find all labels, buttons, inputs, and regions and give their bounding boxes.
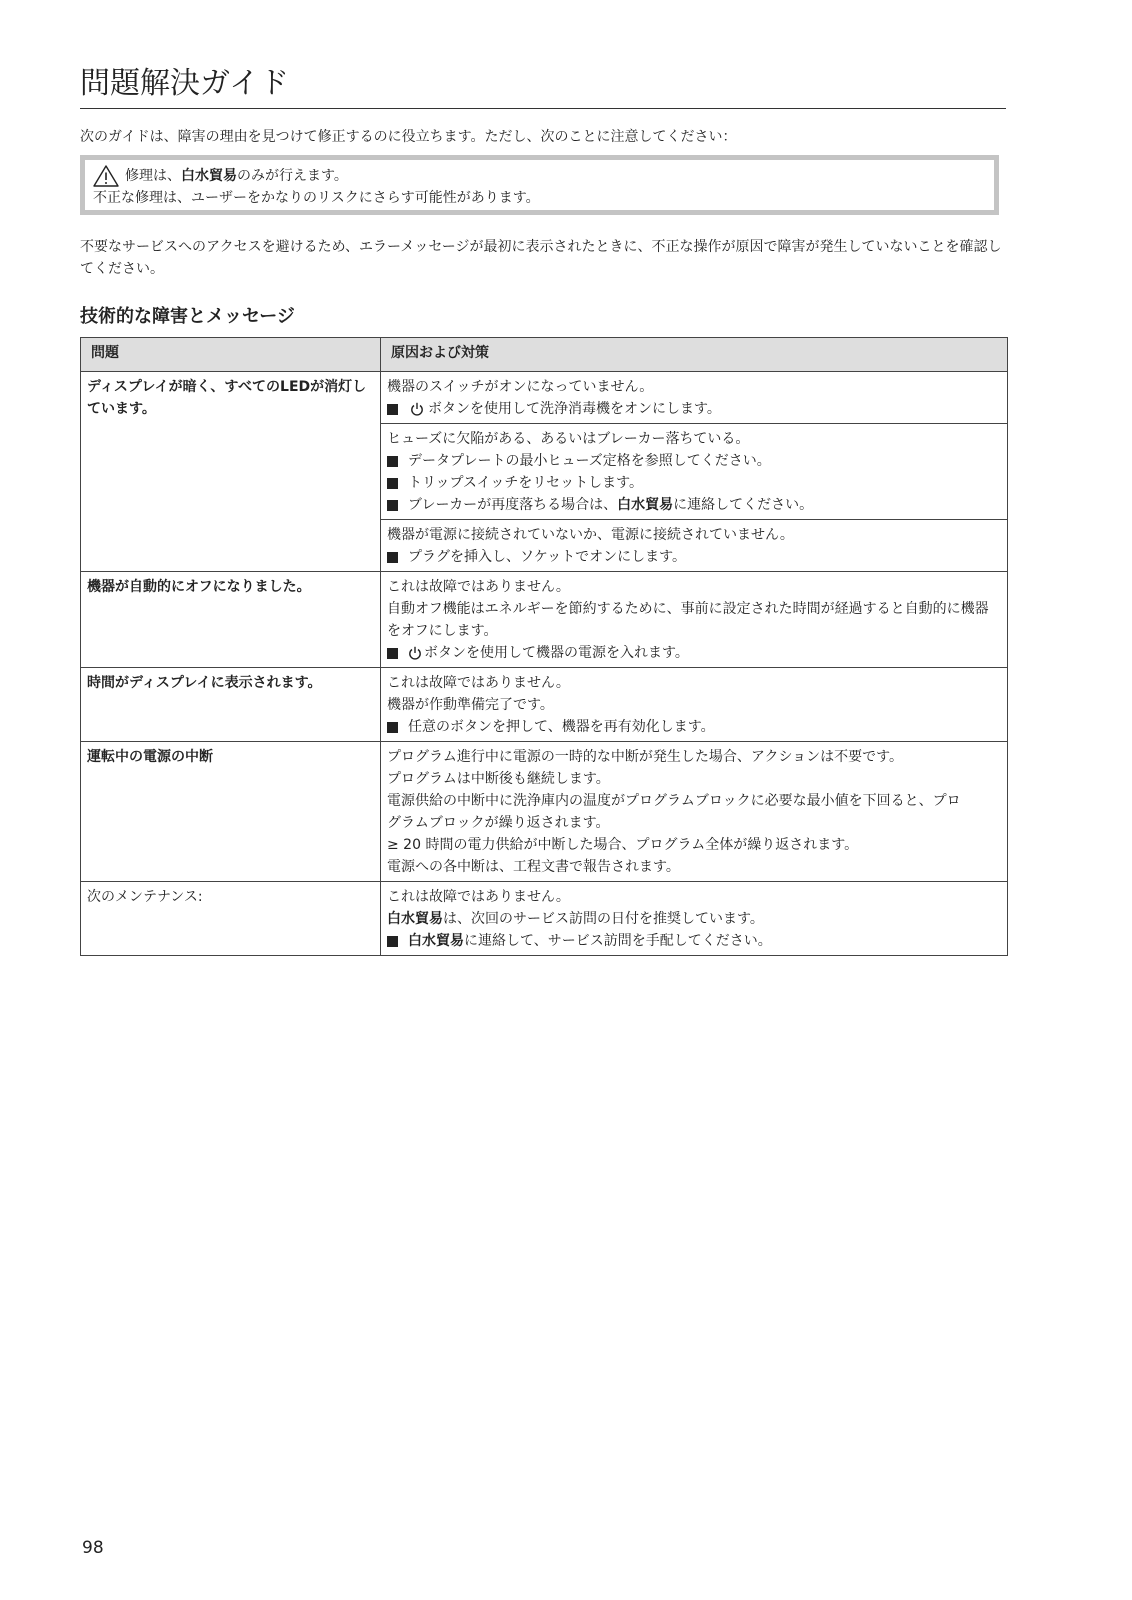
problem-cell: ディスプレイが暗く、すべてのLEDが消灯しています。 (81, 372, 381, 572)
bullet-text: トリップスイッチをリセットします。 (408, 475, 644, 491)
brand-name: 白水貿易 (408, 933, 464, 949)
bullet-square-icon (387, 404, 398, 415)
bullet-square-icon (387, 552, 398, 563)
remedy-text: 機器が作動準備完了です。 (387, 697, 554, 713)
remedy-text: 機器が電源に接続されていないか、電源に接続されていません。 (387, 527, 794, 543)
warning-triangle-icon (93, 165, 119, 187)
bullet-item (387, 546, 1001, 568)
bullet-text: に連絡してください。 (673, 497, 814, 513)
table-row (81, 882, 1008, 956)
table-row (81, 372, 1008, 424)
table-row (81, 668, 1008, 742)
bullet-square-icon (387, 478, 398, 489)
remedy-cell (381, 572, 1008, 668)
remedy-text: 自動オフ機能はエネルギーを節約するために、事前に設定された時間が経過すると自動的に機器をオフにします。 (387, 601, 989, 639)
warning-line-1 (93, 165, 986, 187)
bullet-item (387, 494, 1001, 516)
remedy-cell (381, 520, 1008, 572)
problem-cell: 時間がディスプレイに表示されます。 (81, 668, 381, 742)
bullet-item (387, 642, 1001, 664)
bullet-square-icon (387, 456, 398, 467)
bullet-square-icon (387, 648, 398, 659)
remedy-text: これは故障ではありません。 (387, 675, 570, 691)
bullet-item (387, 472, 1001, 494)
bullet-text: ボタンを使用して機器の電源を入れます。 (424, 645, 689, 661)
remedy-cell (381, 372, 1008, 424)
problem-cell: 運転中の電源の中断 (81, 742, 381, 882)
bullet-text: ボタンを使用して洗浄消毒機をオンにします。 (428, 401, 721, 417)
warning-box (80, 155, 999, 215)
power-icon (410, 402, 424, 416)
bullet-text: に連絡して、サービス訪問を手配してください。 (464, 933, 772, 949)
bullet-square-icon (387, 936, 398, 947)
header-cause-remedy: 原因および対策 (381, 338, 1008, 372)
remedy-text: ヒューズに欠陥がある、あるいはブレーカー落ちている。 (387, 431, 750, 447)
bullet-text: プラグを挿入し、ソケットでオンにします。 (408, 549, 687, 565)
remedy-cell (381, 882, 1008, 956)
bullet-text: ブレーカーが再度落ちる場合は、 (408, 497, 618, 513)
remedy-text: これは故障ではありません。 (387, 579, 570, 595)
remedy-text: ≥ 20 時間の電力供給が中断した場合、プログラム全体が繰り返されます。 (387, 837, 859, 853)
remedy-cell (381, 668, 1008, 742)
remedy-text: プログラム進行中に電源の一時的な中断が発生した場合、アクションは不要です。 (387, 749, 904, 765)
table-row (81, 572, 1008, 668)
brand-name: 白水貿易 (617, 497, 674, 513)
remedy-text: 電源供給の中断中に洗浄庫内の温度がプログラムブロックに必要な最小値を下回ると、プログラムブロックが繰り返されます。 (387, 793, 961, 831)
warning-line-2: 不正な修理は、ユーザーをかなりのリスクにさらす可能性があります。 (93, 190, 540, 206)
remedy-text: は、次回のサービス訪問の日付を推奨しています。 (443, 911, 764, 927)
bullet-text: 任意のボタンを押して、機器を再有効化します。 (408, 719, 715, 735)
bullet-square-icon (387, 500, 398, 511)
table-header-row (81, 338, 1008, 372)
intro-text: 次のガイドは、障害の理由を見つけて修正するのに役立ちます。ただし、次のことに注意してください： (80, 129, 737, 145)
table-row (81, 742, 1008, 882)
remedy-text: プログラムは中断後も継続します。 (387, 771, 610, 787)
problem-cell: 次のメンテナンス: (81, 882, 381, 956)
bullet-square-icon (387, 722, 398, 733)
brand-name: 白水貿易 (181, 168, 237, 184)
header-problem: 問題 (81, 338, 381, 372)
power-icon (408, 646, 422, 660)
remedy-text: これは故障ではありません。 (387, 889, 570, 905)
troubleshooting-table (80, 337, 1008, 956)
bullet-item (387, 930, 1001, 952)
warning-line-1-pre: 修理は、 (125, 168, 181, 184)
brand-name: 白水貿易 (387, 911, 443, 927)
bullet-item (387, 398, 1001, 420)
bullet-item (387, 716, 1001, 738)
page-number: 98 (82, 1538, 104, 1558)
remedy-cell (381, 424, 1008, 520)
remedy-text: 機器のスイッチがオンになっていません。 (387, 379, 654, 395)
warning-line-1-post: のみが行えます。 (237, 168, 348, 184)
problem-cell: 機器が自動的にオフになりました。 (81, 572, 381, 668)
section-heading: 技術的な障害とメッセージ (80, 306, 295, 327)
page-title: 問題解決ガイド (80, 58, 1006, 109)
bullet-item (387, 450, 1001, 472)
notice-paragraph: 不要なサービスへのアクセスを避けるため、エラーメッセージが最初に表示されたときに、不正な操作が原因で障害が発生していないことを確認してください。 (80, 239, 1002, 277)
remedy-text: 電源への各中断は、工程文書で報告されます。 (387, 859, 680, 875)
bullet-text: データプレートの最小ヒューズ定格を参照してください。 (408, 453, 771, 469)
remedy-cell (381, 742, 1008, 882)
